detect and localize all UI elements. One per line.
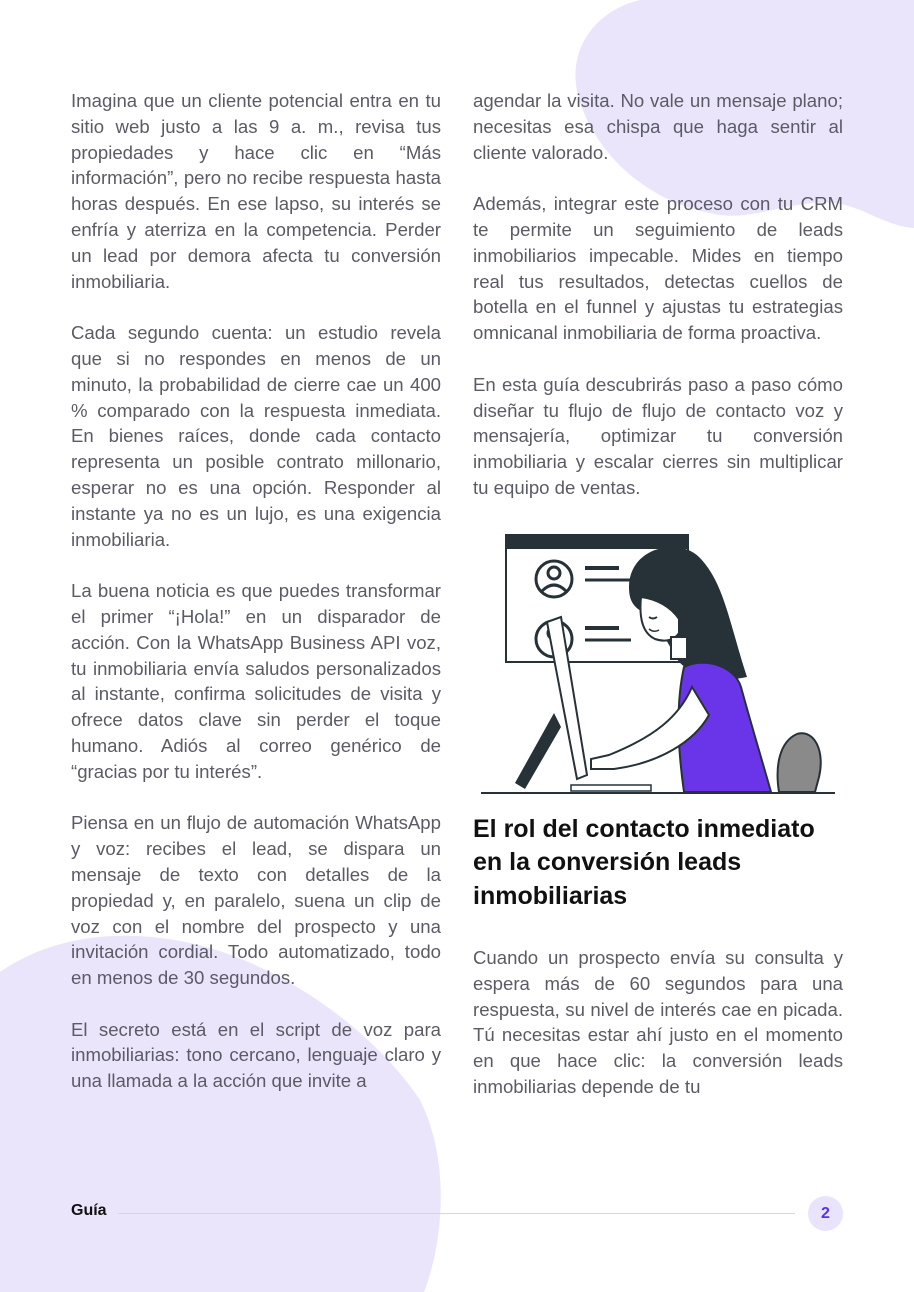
chair bbox=[778, 733, 821, 792]
paragraph: Imagina que un cliente potencial entra en tu sitio web justo a las 9 a. m., revisa tus propiedades y hace clic en “Más información”, pero no recibe respuesta hasta horas después. En ese lapso, su interés se enfría y aterriza en la competencia. Perder un lead por demora afecta tu conversión inmobiliaria. bbox=[71, 90, 441, 292]
footer-label: Guía bbox=[71, 1202, 107, 1219]
woman-at-computer-icon bbox=[479, 527, 839, 799]
paragraph: Piensa en un flujo de automación WhatsApp y voz: recibes el lead, se dispara un mensaje de texto con detalles de la propiedad y, en paralelo, suena un clip de voz con el nombre del prospecto y una invitación cordial. Todo automatizado, todo en menos de 30 segundos. bbox=[71, 812, 441, 989]
paragraph: Cada segundo cuenta: un estudio revela que si no respondes en menos de un minuto, la probabilidad de cierre cae un 400 % comparado con la respuesta inmediata. En bienes raíces, donde cada contacto representa un posible contrato millonario, esperar no es una opción. Responder al instante ya no es un lujo, es una exigencia inmobiliaria. bbox=[71, 322, 441, 550]
paragraph: Cuando un prospecto envía su consulta y espera más de 60 segundos para una respuesta, su nivel de interés cae en picada. Tú necesitas estar ahí justo en el momento en que hace clic: la conversión leads inmobiliarias depende de tu bbox=[473, 947, 843, 1098]
page-number-badge: 2 bbox=[808, 1196, 843, 1231]
profile-board-header bbox=[506, 535, 688, 549]
left-column bbox=[71, 88, 441, 1120]
section-heading: El rol del contacto inmediato en la conversión leads inmobiliarias bbox=[473, 814, 815, 910]
right-column bbox=[473, 88, 843, 1126]
neck bbox=[671, 637, 687, 659]
paragraph: El secreto está en el script de voz para inmobiliarias: tono cercano, lenguaje claro y una llamada a la acción que invite a bbox=[71, 1018, 441, 1092]
paragraph: Además, integrar este proceso con tu CRM te permite un seguimiento de leads inmobiliarios impecable. Mides en tiempo real tus resultados, detectas cuellos de botella en el funnel y ajustas tu estrategias omnicanal inmobiliaria de forma proactiva. bbox=[473, 193, 843, 344]
monitor-stand bbox=[515, 713, 561, 789]
paragraph: En esta guía descubrirás paso a paso cómo diseñar tu flujo de flujo de contacto voz y mensajería, optimizar tu conversión inmobiliaria y escalar cierres sin multiplicar tu equipo de ventas. bbox=[473, 373, 843, 498]
paragraph: agendar la visita. No vale un mensaje plano; necesitas esa chispa que haga sentir al cliente valorado. bbox=[473, 90, 843, 163]
footer-divider bbox=[118, 1213, 795, 1214]
paragraph: La buena noticia es que puedes transformar el primer “¡Hola!” en un disparador de acción. Con la WhatsApp Business API voz, tu inmobiliaria envía saludos personalizados al instante, confirma solicitudes de visita y ofrece datos clave sin perder el toque humano. Adiós al correo genérico de “gracias por tu interés”. bbox=[71, 580, 441, 782]
keyboard bbox=[571, 785, 651, 791]
